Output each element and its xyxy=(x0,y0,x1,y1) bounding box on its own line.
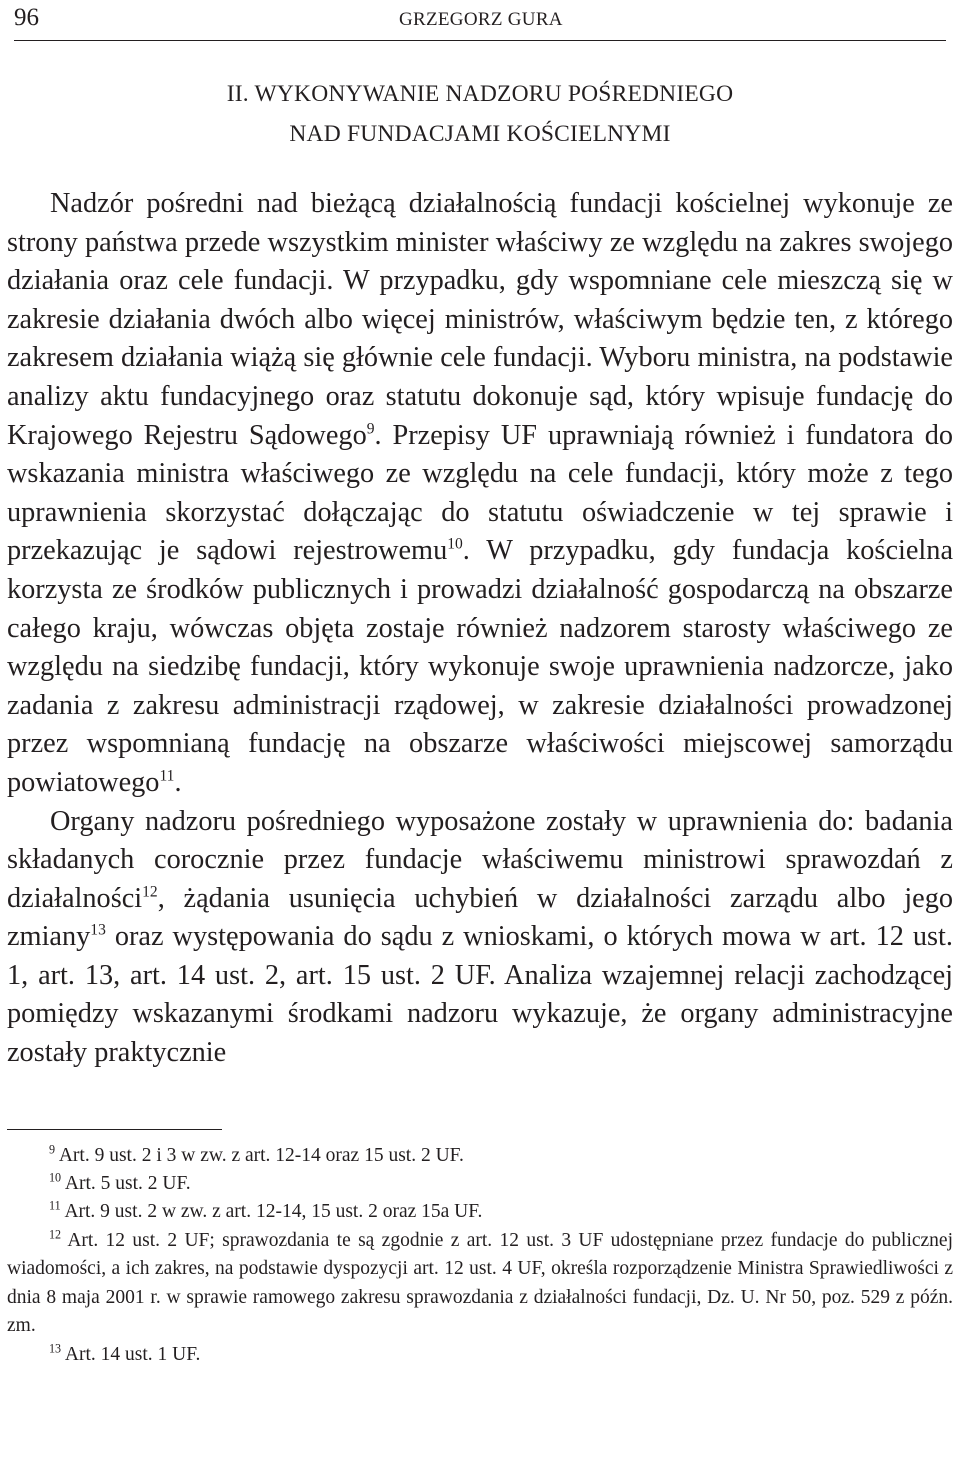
footnote-number: 9 xyxy=(49,1142,56,1157)
section-title xyxy=(7,74,953,154)
footnote-ref-13: 13 xyxy=(90,921,106,939)
footnote-ref-9: 9 xyxy=(366,420,375,438)
footnote-number: 13 xyxy=(49,1341,62,1355)
paragraph-1-text-d: . xyxy=(174,766,182,798)
footnote-9 xyxy=(7,1142,953,1170)
running-head: GRZEGORZ GURA xyxy=(399,9,563,30)
section-title-line-2: NAD FUNDACJAMI KOŚCIELNYMI xyxy=(289,121,671,147)
footnote-ref-10: 10 xyxy=(447,535,463,553)
paragraph-1 xyxy=(7,185,953,803)
paragraph-2-text-a: Organy nadzoru pośredniego wyposażone zostały w uprawnienia do: badania składanych corocznie przez fundacje właściwemu ministrowi sprawozdań z działalności xyxy=(7,805,953,914)
footnote-10 xyxy=(7,1170,953,1198)
page-number: 96 xyxy=(14,4,39,31)
paragraph-2-text-b: , żądania usunięcia uchybień w działalności zarządu albo jego zmiany xyxy=(7,882,953,953)
paragraph-1-text-b: . Przepisy UF uprawniają również i fundatora do wskazania ministra właściwego ze względu na cele fundacji, który może z tego uprawnienia skorzystać dołączając do statutu oświadczenie w tej sprawie i przekazując je sądowi rejestrowemu xyxy=(7,419,953,567)
footnote-separator xyxy=(7,1129,222,1130)
footnote-text: Art. 9 ust. 2 w zw. z art. 12-14, 15 ust. 2 oraz 15a UF. xyxy=(60,1201,483,1223)
footnote-12 xyxy=(7,1227,953,1341)
body-text xyxy=(7,185,953,1073)
footnote-11 xyxy=(7,1198,953,1226)
footnote-text: Art. 5 ust. 2 UF. xyxy=(61,1173,191,1195)
footnotes xyxy=(7,1142,953,1369)
paragraph-2 xyxy=(7,803,953,1073)
paragraph-1-text-a: Nadzór pośredni nad bieżącą działalnością fundacji kościelnej wykonuje ze strony państwa przede wszystkim minister właściwy ze względu na zakres swojego działania oraz cele fundacji. W przypadku, gdy wspomniane cele mieszczą się w zakresie działania dwóch albo więcej ministrów, właściwym będzie ten, z którego zakresem działania wiążą się głównie cele fundacji. Wyboru ministra, na podstawie analizy aktu fundacyjnego oraz statutu dokonuje sąd, który wpisuje fundację do Krajowego Rejestru Sądowego xyxy=(7,188,953,451)
footnote-13 xyxy=(7,1341,953,1369)
footnote-ref-12: 12 xyxy=(142,883,158,901)
footnote-text: Art. 12 ust. 2 UF; sprawozdania te są zgodnie z art. 12 ust. 3 UF udostępniane przez fundacje do publicznej wiadomości, a ich zakres, na podstawie dyspozycji art. 12 ust. 4 UF, określa rozporządzenie Ministra Sprawiedliwości z dnia 8 maja 2001 r. w sprawie ramowego zakresu sprawozdania z działalności fundacji, Dz. U. Nr 50, poz. 529 z późn. zm. xyxy=(7,1229,953,1337)
footnote-text: Art. 14 ust. 1 UF. xyxy=(61,1343,201,1365)
footnote-ref-11: 11 xyxy=(159,767,175,785)
footnote-number: 10 xyxy=(49,1170,62,1185)
page-header xyxy=(7,0,953,44)
header-rule xyxy=(14,40,946,41)
paragraph-1-text-c: . W przypadku, gdy fundacja kościelna korzysta ze środków publicznych i prowadzi działalność gospodarczą na obszarze całego kraju, wówczas objęta zostaje również nadzorem starosty właściwego ze względu na siedzibę fundacji, który wykonuje swoje uprawnienia nadzorcze, jako zadania z zakresu administracji rządowej, w zakresie działalności prowadzonej przez wspomnianą fundację na obszarze właściwości miejscowej samorządu powiatowego xyxy=(7,535,953,798)
paragraph-2-text-c: oraz występowania do sądu z wnioskami, o których mowa w art. 12 ust. 1, art. 13, art. 14 ust. 2, art. 15 ust. 2 UF. Analiza wzajemnej relacji zachodzącej pomiędzy wskazanymi środkami nadzoru wykazuje, że organy administracyjne zostały praktycznie xyxy=(7,921,953,1069)
footnote-number: 12 xyxy=(49,1227,62,1242)
section-title-line-1: II. WYKONYWANIE NADZORU POŚREDNIEGO xyxy=(226,81,734,107)
footnote-text: Art. 9 ust. 2 i 3 w zw. z art. 12-14 oraz 15 ust. 2 UF. xyxy=(55,1144,464,1166)
footnote-number: 11 xyxy=(49,1198,61,1213)
